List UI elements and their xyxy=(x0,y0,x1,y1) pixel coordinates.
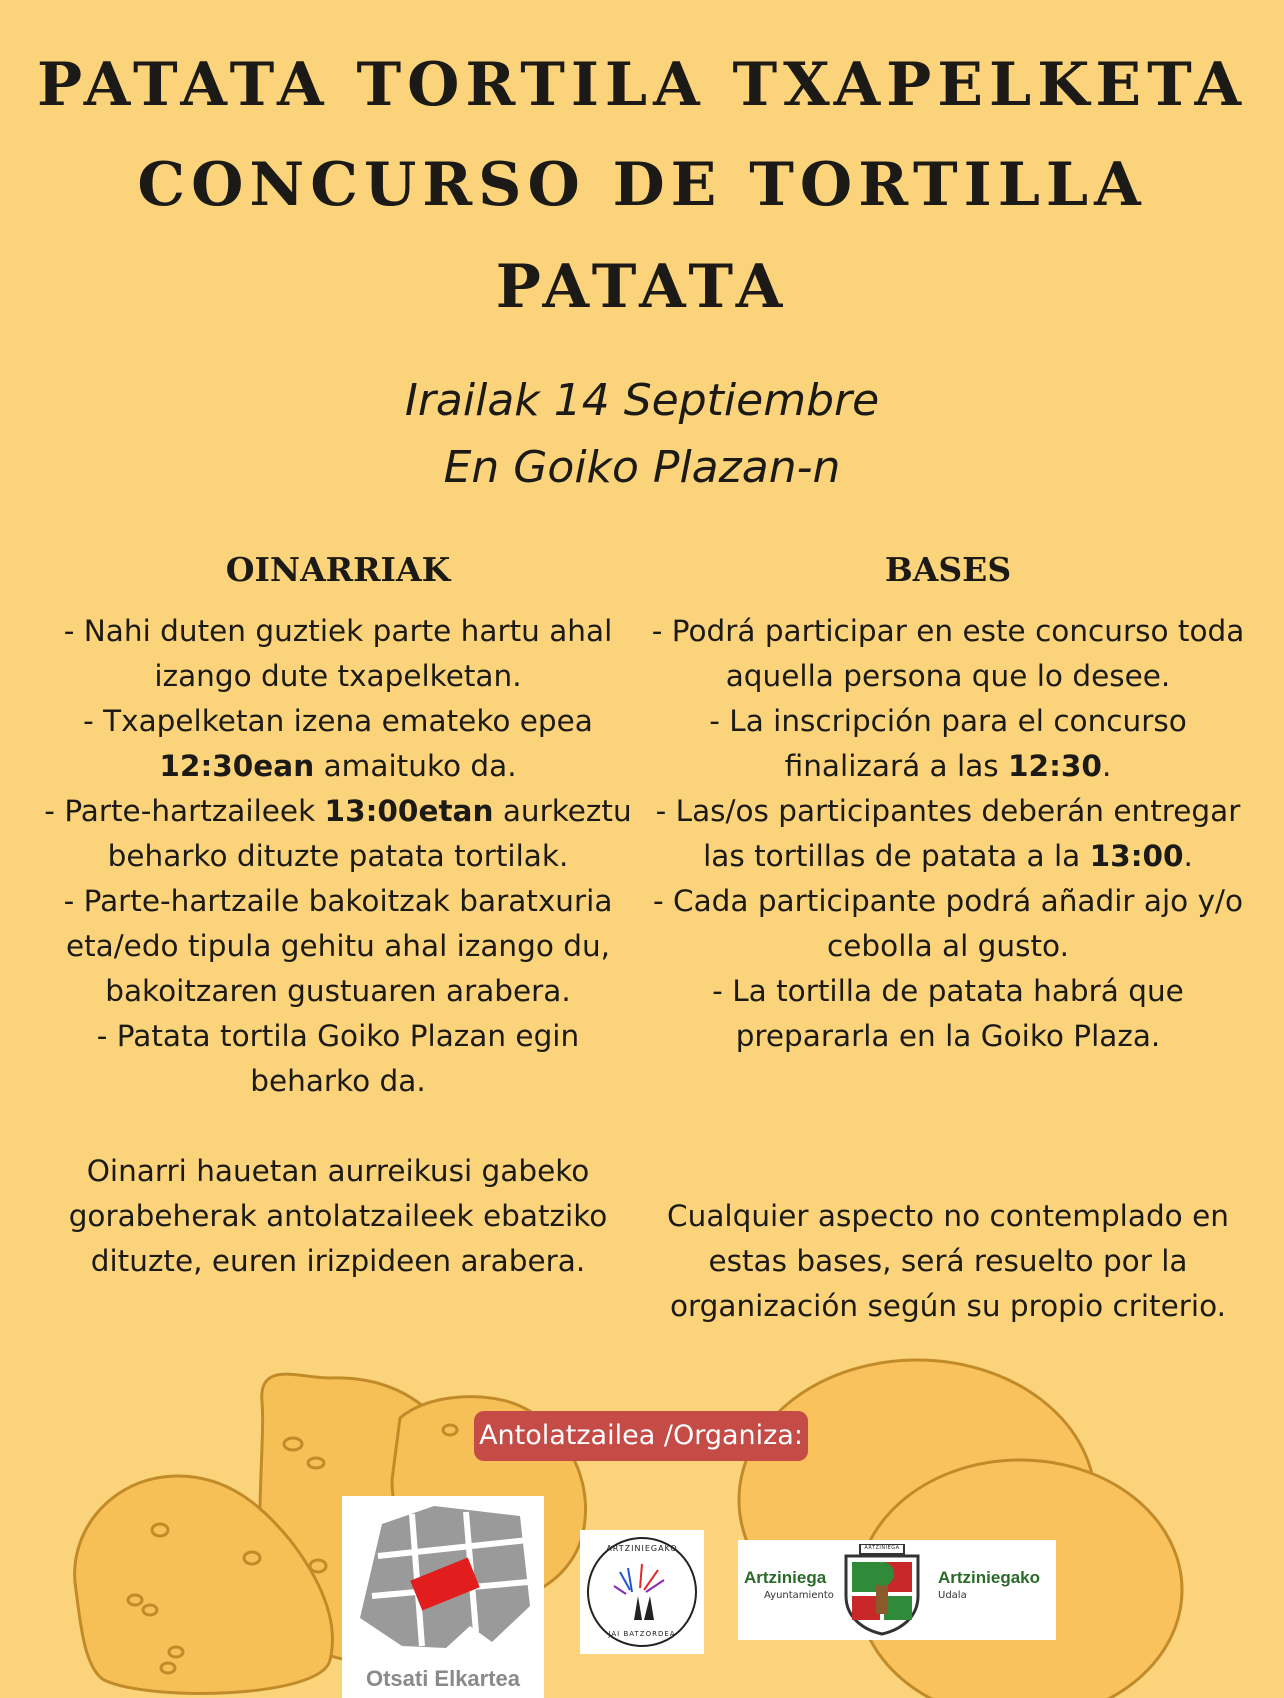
logo-artziniega-udala xyxy=(738,1540,1056,1640)
crest-text: ARTZINIEGA xyxy=(864,1545,900,1551)
right-note: Cualquier aspecto no contemplado en estas bases, será resuelto por la organización según su propio criterio. xyxy=(667,1199,1229,1323)
udala-title: Artziniegako xyxy=(938,1568,1041,1587)
otsati-name: Otsati Elkartea xyxy=(365,1666,521,1691)
right-rule-1: - Podrá participar en este concurso toda aquella persona que lo desee. xyxy=(651,614,1245,693)
title-line-2: CONCURSO DE TORTILLA xyxy=(137,150,1147,220)
left-rule-3: - Parte-hartzaileek 13:00etan aurkeztu beharko dituzte patata tortilak. xyxy=(44,794,632,873)
right-rule-3: - Las/os participantes deberán entregar las tortillas de patata a la 13:00. xyxy=(655,794,1241,873)
left-rule-4: - Parte-hartzaile bakoitzak baratxuria eta/edo tipula gehitu ahal izango du, bakoitzaren gustuaren arabera. xyxy=(63,884,613,1008)
event-date: Irailak 14 Septiembre xyxy=(404,375,880,426)
right-column-heading: BASES xyxy=(884,550,1012,589)
jai-top-text: ARTZINIEGAKO xyxy=(606,1544,678,1553)
event-place: En Goiko Plazan-n xyxy=(443,442,841,493)
udala-sub: Udala xyxy=(938,1590,967,1601)
left-rule-1: - Nahi duten guztiek parte hartu ahal izango dute txapelketan. xyxy=(63,614,613,693)
ayuntamiento-title: Artziniega xyxy=(744,1568,827,1587)
right-rule-5: - La tortilla de patata habrá que prepararla en la Goiko Plaza. xyxy=(712,974,1184,1053)
ayuntamiento-sub: Ayuntamiento xyxy=(764,1590,834,1601)
right-rule-4: - Cada participante podrá añadir ajo y/o cebolla al gusto. xyxy=(652,884,1244,963)
left-rule-5: - Patata tortila Goiko Plazan egin beharko da. xyxy=(96,1019,580,1098)
jai-bottom-text: JAI BATZORDEA xyxy=(608,1630,676,1638)
artziniega-crest-icon xyxy=(840,1544,924,1636)
otsati-map-icon xyxy=(342,1496,544,1666)
logo-jai-batzordea xyxy=(580,1530,704,1654)
left-column-heading: OINARRIAK xyxy=(225,550,451,589)
right-rule-2: - La inscripción para el concurso finalizará a las 12:30. xyxy=(709,704,1187,783)
left-note: Oinarri hauetan aurreikusi gabeko gorabeherak antolatzaileek ebatziko dituzte, euren irizpideen arabera. xyxy=(68,1154,608,1278)
logo-otsati xyxy=(342,1496,544,1698)
title-line-1: PATATA TORTILA TXAPELKETA xyxy=(37,50,1247,120)
organizer-label: Antolatzailea /Organiza: xyxy=(474,1411,808,1461)
title-line-3: PATATA xyxy=(495,252,789,322)
left-rule-2: - Txapelketan izena emateko epea 12:30ean amaituko da. xyxy=(83,704,593,783)
